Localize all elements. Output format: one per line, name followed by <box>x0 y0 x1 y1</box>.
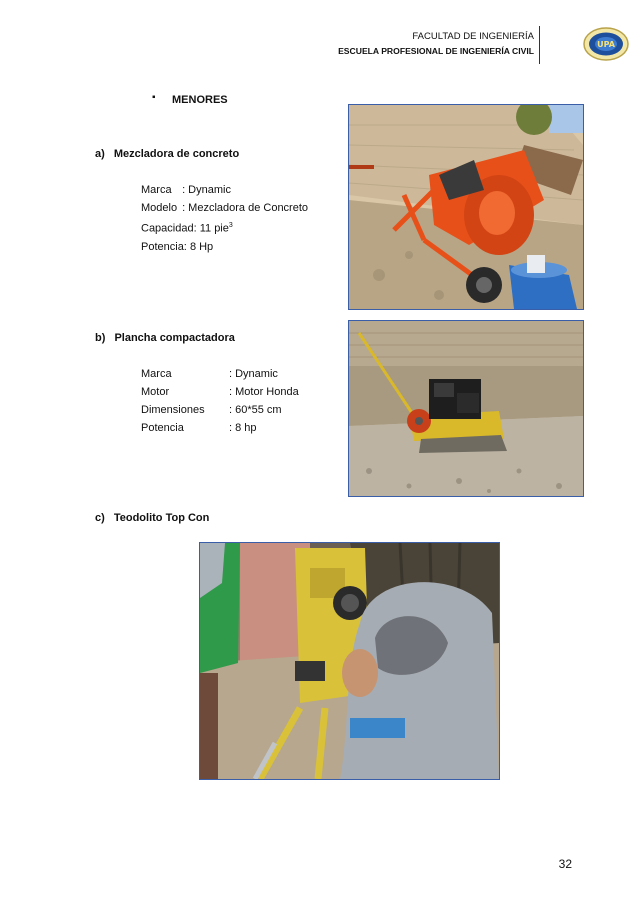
spec-key: Potencia: <box>141 240 187 253</box>
spec-key: Motor <box>141 386 170 398</box>
spec-row <box>141 365 299 383</box>
spec-value: 11 pie <box>199 222 229 235</box>
spec-value: : Mezcladora de Concreto <box>182 202 309 214</box>
item-c-label: c) <box>95 512 105 524</box>
spec-row <box>141 419 299 437</box>
spec-key: Dimensiones <box>141 404 205 416</box>
item-b-title: Plancha compactadora <box>114 332 235 344</box>
spec-value: 8 Hp <box>189 240 214 253</box>
svg-text:UPA: UPA <box>597 40 615 49</box>
item-a-title: Mezcladora de concreto <box>113 148 240 160</box>
spec-value: : Dynamic <box>182 184 231 196</box>
school-name: ESCUELA PROFESIONAL DE INGENIERÍA CIVIL <box>338 46 534 56</box>
spec-key: Marca <box>141 184 172 196</box>
spec-row <box>141 199 308 217</box>
spec-row <box>141 383 299 401</box>
page-number: 32 <box>558 857 572 871</box>
item-c-title: Teodolito Top Con <box>113 512 210 524</box>
document-header <box>338 30 534 58</box>
spec-value: : 60*55 cm <box>229 404 282 416</box>
spec-row <box>141 181 308 199</box>
spec-value: : Dynamic <box>229 368 278 380</box>
theodolite-photo <box>199 542 500 780</box>
plate-compactor-photo <box>348 320 584 497</box>
header-divider <box>539 26 540 64</box>
section-bullet: ▪ <box>152 92 156 103</box>
spec-key: Potencia <box>141 422 184 434</box>
item-b-label: b) <box>95 332 106 344</box>
item-b-heading <box>95 332 235 344</box>
item-c-heading <box>95 512 209 524</box>
faculty-name: FACULTAD DE INGENIERÍA <box>412 31 534 42</box>
item-a-specs <box>141 181 308 256</box>
section-title: MENORES <box>172 94 228 106</box>
item-a-heading <box>95 148 239 160</box>
spec-key: Marca <box>141 368 172 380</box>
spec-row <box>141 238 308 256</box>
university-logo <box>582 26 630 62</box>
spec-value: : Motor Honda <box>229 386 299 398</box>
item-b-specs <box>141 365 299 437</box>
spec-key: Modelo <box>141 202 178 214</box>
spec-superscript: 3 <box>228 222 233 229</box>
spec-row <box>141 217 308 238</box>
item-a-label: a) <box>95 148 105 160</box>
spec-value: : 8 hp <box>229 422 257 434</box>
concrete-mixer-photo <box>348 104 584 310</box>
spec-row <box>141 401 299 419</box>
spec-key: Capacidad: <box>141 222 197 235</box>
